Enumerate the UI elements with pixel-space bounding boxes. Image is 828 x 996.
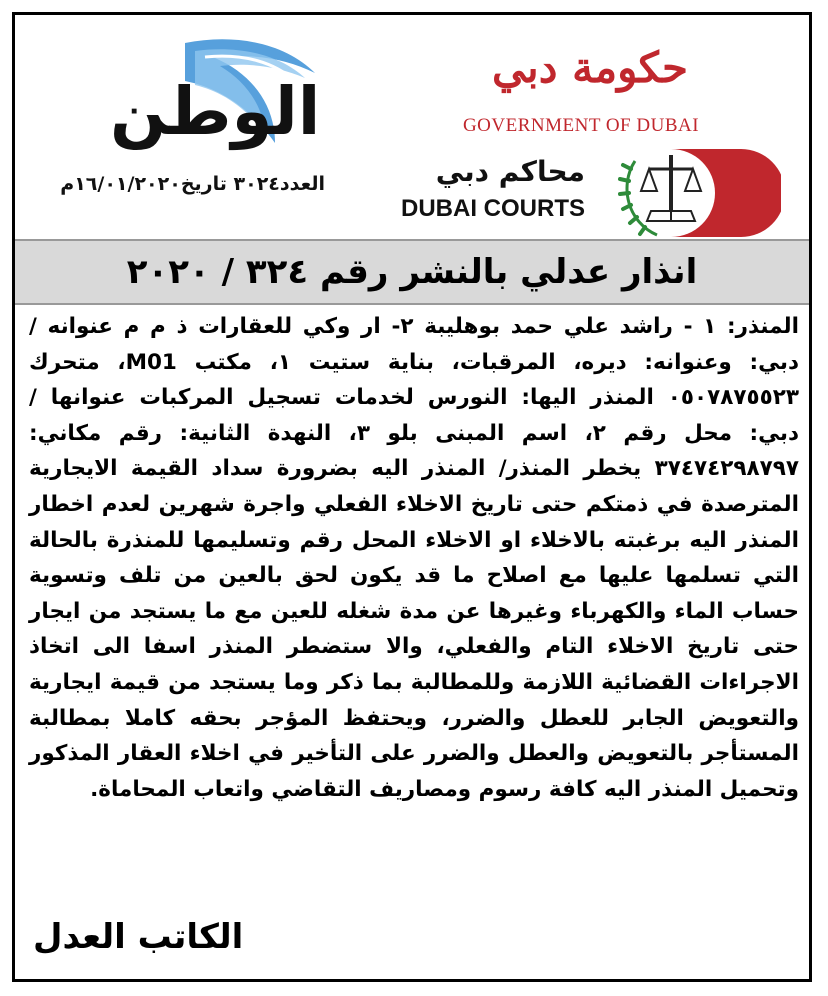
courts-name-arabic: محاكم دبي <box>435 155 585 188</box>
notice-header <box>15 15 809 239</box>
government-name-english: GOVERNMENT OF DUBAI <box>462 115 700 136</box>
issue-line: العدد٣٠٢٤ تاريخ١٦/٠١/٢٠٢٠م <box>60 173 325 195</box>
notice-frame <box>12 12 812 982</box>
notary-signature: الكاتب العدل <box>33 917 244 957</box>
government-name-arabic: حكومة دبي <box>492 43 688 92</box>
notice-body-text: المنذر: ١ - راشد علي حمد بوهليبة ٢- ار وكي للعقارات ذ م م عنوانه / دبي: وعنوانه: ديره، المرقبات، بناية ستيت ١، مكتب M01، متحرك ٠٥٠٧٨٧٥٥٢٣ المنذر اليها: النورس لخدمات تسجيل المركبات عنوانها / دبي: محل رقم ٢، اسم المبنى بلو ٣، النهدة الثانية: رقم مكاني: ٣٧٤٧٤٢٩٨٧٩٧ يخطر المنذر/ المنذر اليه بضرورة سداد القيمة الايجارية المترصدة في ذمتكم حتى تاريخ الاخلاء الفعلي واجرة شهرين لعدم اخطار المنذر اليه برغبته بالاخلاء او الاخلاء المحل رقم وتسليمها للمنذرة بالحالة التي تسلمها عليها مع اصلاح ما قد يكون لحق بالعين من تلف وتسوية حساب الماء والكهرباء وغيرها عن مدة شغله للعين مع ما يستجد من ايجار حتى تاريخ الاخلاء التام والفعلي، والا ستضطر المنذر اسفا الى اتخاذ الاجراءات القضائية اللازمة وللمطالبة بما ذكر وما يستجد من قيمة ايجارية والتعويض الجابر للعطل والضرر، ويحتفظ المؤجر بحقه كاملا بمطالبة المستأجر بالتعويض والعطل والضرر على التأخير في اخلاء العقار المذكور وتحميل المنذر اليه كافة رسوم ومصاريف التقاضي واتعاب المحاماة. <box>29 314 799 802</box>
notice-title: انذار عدلي بالنشر رقم ٣٢٤ / ٢٠٢٠ <box>15 239 809 305</box>
dubai-courts-emblem-icon <box>591 141 781 241</box>
newspaper-name: الوطن <box>110 73 321 150</box>
notice-body <box>29 309 799 807</box>
courts-name-english: DUBAI COURTS <box>401 195 585 222</box>
